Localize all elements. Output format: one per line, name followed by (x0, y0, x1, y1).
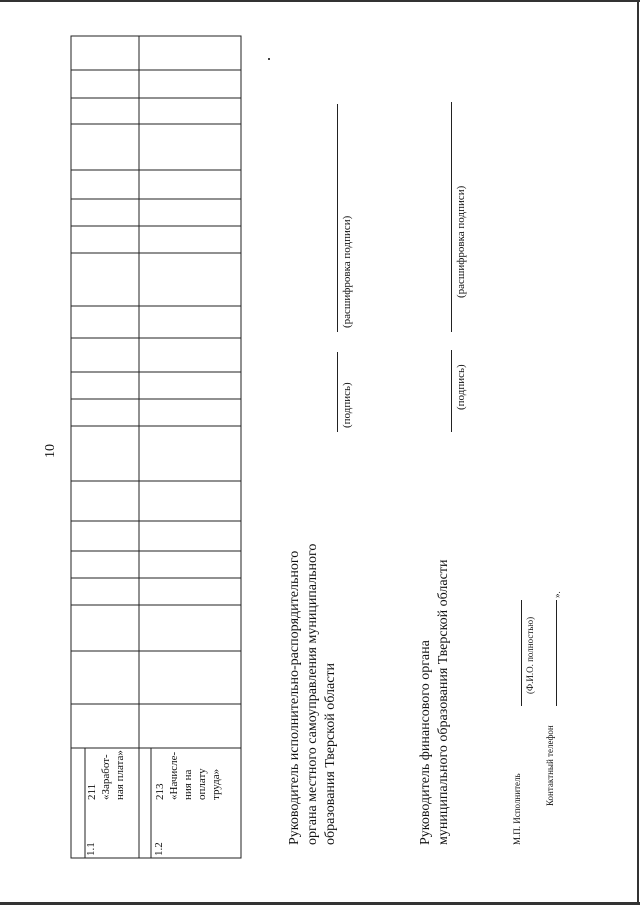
executor-fio-line (521, 600, 522, 706)
row-name-line: «Заработ- (100, 754, 112, 800)
row-code: 213 (154, 783, 166, 800)
row-name-line: ная плата» (114, 750, 126, 800)
head-exec-title-line: образования Тверской области (323, 662, 338, 845)
head-exec-title-line: Руководитель исполнительно-распорядительного (287, 550, 302, 845)
head-fin-decode-label: (расшифровка подписи) (455, 185, 467, 298)
row-name-line: труда» (210, 768, 222, 800)
contact-phone-label: Контактный телефон (545, 725, 555, 806)
mp-executor-label: М.П. Исполнитель (512, 773, 522, 845)
row-code: 211 (86, 783, 98, 800)
head-fin-sign-label: (подпись) (455, 364, 467, 410)
head-exec-decode-label: (расшифровка подписи) (341, 215, 353, 328)
row-name-line: оплату (196, 768, 208, 800)
head-fin-title-line: Руководитель финансового органа (418, 640, 433, 845)
head-exec-decode-line (337, 104, 338, 332)
scan-dot (268, 58, 270, 60)
head-exec-sign-label: (подпись) (341, 382, 353, 428)
row-name-line: «Начисле- (168, 751, 180, 800)
contact-phone-line (556, 600, 557, 706)
row-number: 1.1 (85, 842, 97, 856)
row-number: 1.2 (153, 842, 165, 856)
page-number: 10 (43, 444, 58, 458)
head-fin-sign-line (451, 350, 452, 432)
table-border (71, 36, 241, 858)
contact-phone-suffix: ». (552, 591, 562, 598)
head-fin-title-line: муниципального образования Тверской области (436, 559, 451, 845)
head-exec-sign-line (337, 352, 338, 432)
row-name-line: ния на (182, 769, 194, 800)
head-exec-title-line: органа местного самоуправления муниципального (305, 543, 320, 845)
executor-fio-label: (Ф.И.О. полностью) (525, 616, 535, 694)
head-fin-decode-line (451, 102, 452, 332)
